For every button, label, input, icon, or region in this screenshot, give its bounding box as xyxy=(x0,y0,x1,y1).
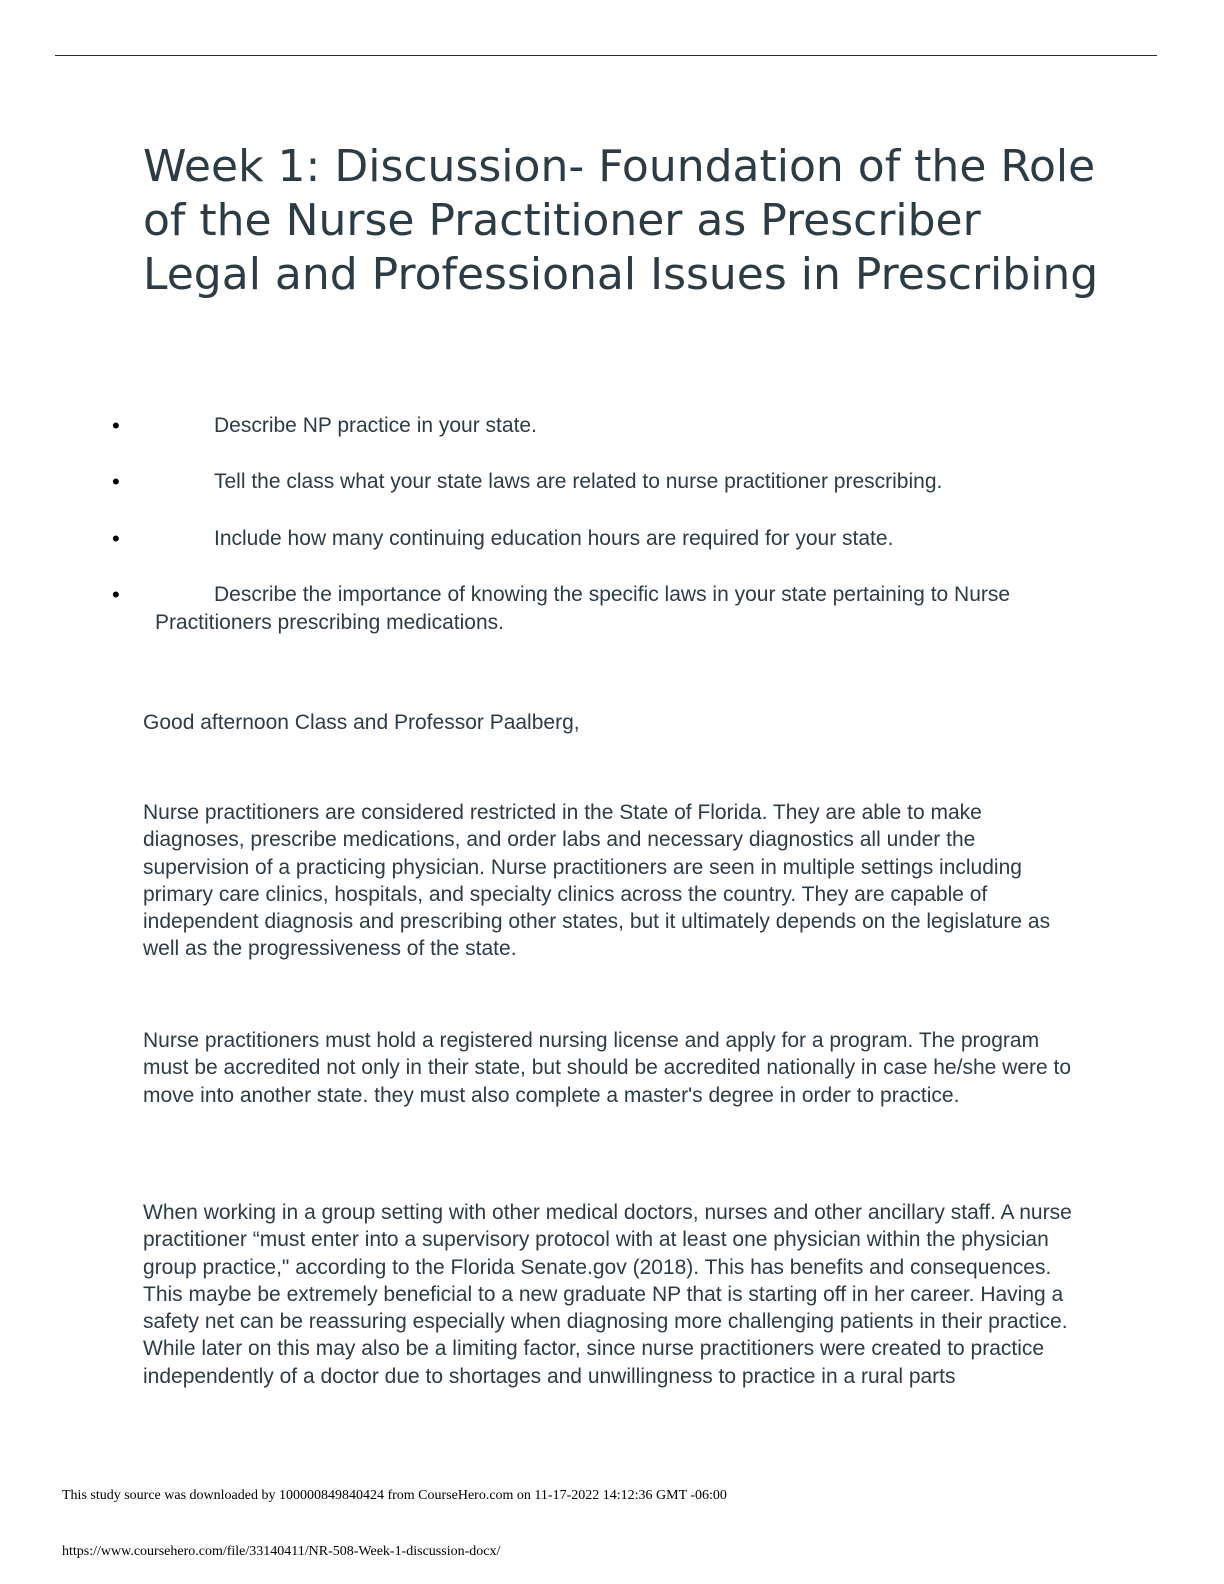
top-divider xyxy=(55,55,1157,56)
bullet-text: Describe the importance of knowing the specific laws in your state pertaining to Nurse Practitioners prescribing medications. xyxy=(155,583,1011,634)
bullet-icon: • xyxy=(112,469,120,494)
body-paragraph: Nurse practitioners must hold a registered nursing license and apply for a program. The program must be accredited not only in their state, but should be accredited nationally in case he/she were to move into another state. they must also complete a master's degree in order to practice. xyxy=(143,1029,1072,1107)
source-attribution: This study source was downloaded by 100000849840424 from CourseHero.com on 11-17-2022 14:12:36 GMT -06:00 xyxy=(62,1488,727,1503)
bullet-text: Include how many continuing education hours are required for your state. xyxy=(214,527,894,550)
document-title: Week 1: Discussion- Foundation of the Role of the Nurse Practitioner as Prescriber Legal and Professional Issues in Prescribing xyxy=(143,141,1099,300)
bullet-icon: • xyxy=(112,526,120,551)
body-paragraph: When working in a group setting with other medical doctors, nurses and other ancillary staff. A nurse practitioner “must enter into a supervisory protocol with at least one physician within the physician group practice," according to the Florida Senate.gov (2018). This has benefits and consequences. This maybe be extremely beneficial to a new graduate NP that is starting off in her career. Having a safety net can be reassuring especially when diagnosing more challenging patients in their practice. While later on this may also be a limiting factor, since nurse practitioners were created to practice independently of a doctor due to shortages and unwillingness to practice in a rural parts xyxy=(143,1201,1072,1388)
bullet-text: Tell the class what your state laws are related to nurse practitioner prescribing. xyxy=(214,470,943,493)
greeting: Good afternoon Class and Professor Paalberg, xyxy=(143,711,580,734)
bullet-text: Describe NP practice in your state. xyxy=(214,414,537,437)
source-url-link[interactable]: https://www.coursehero.com/file/33140411/NR-508-Week-1-discussion-docx/ xyxy=(62,1544,501,1559)
bullet-icon: • xyxy=(112,582,120,607)
body-paragraph: Nurse practitioners are considered restricted in the State of Florida. They are able to make diagnoses, prescribe medications, and order labs and necessary diagnostics all under the supervision of a practicing physician. Nurse practitioners are seen in multiple settings including primary care clinics, hospitals, and specialty clinics across the country. They are capable of independent diagnosis and prescribing other states, but it ultimately depends on the legislature as well as the progressiveness of the state. xyxy=(143,801,1051,961)
bullet-icon: • xyxy=(112,413,120,438)
